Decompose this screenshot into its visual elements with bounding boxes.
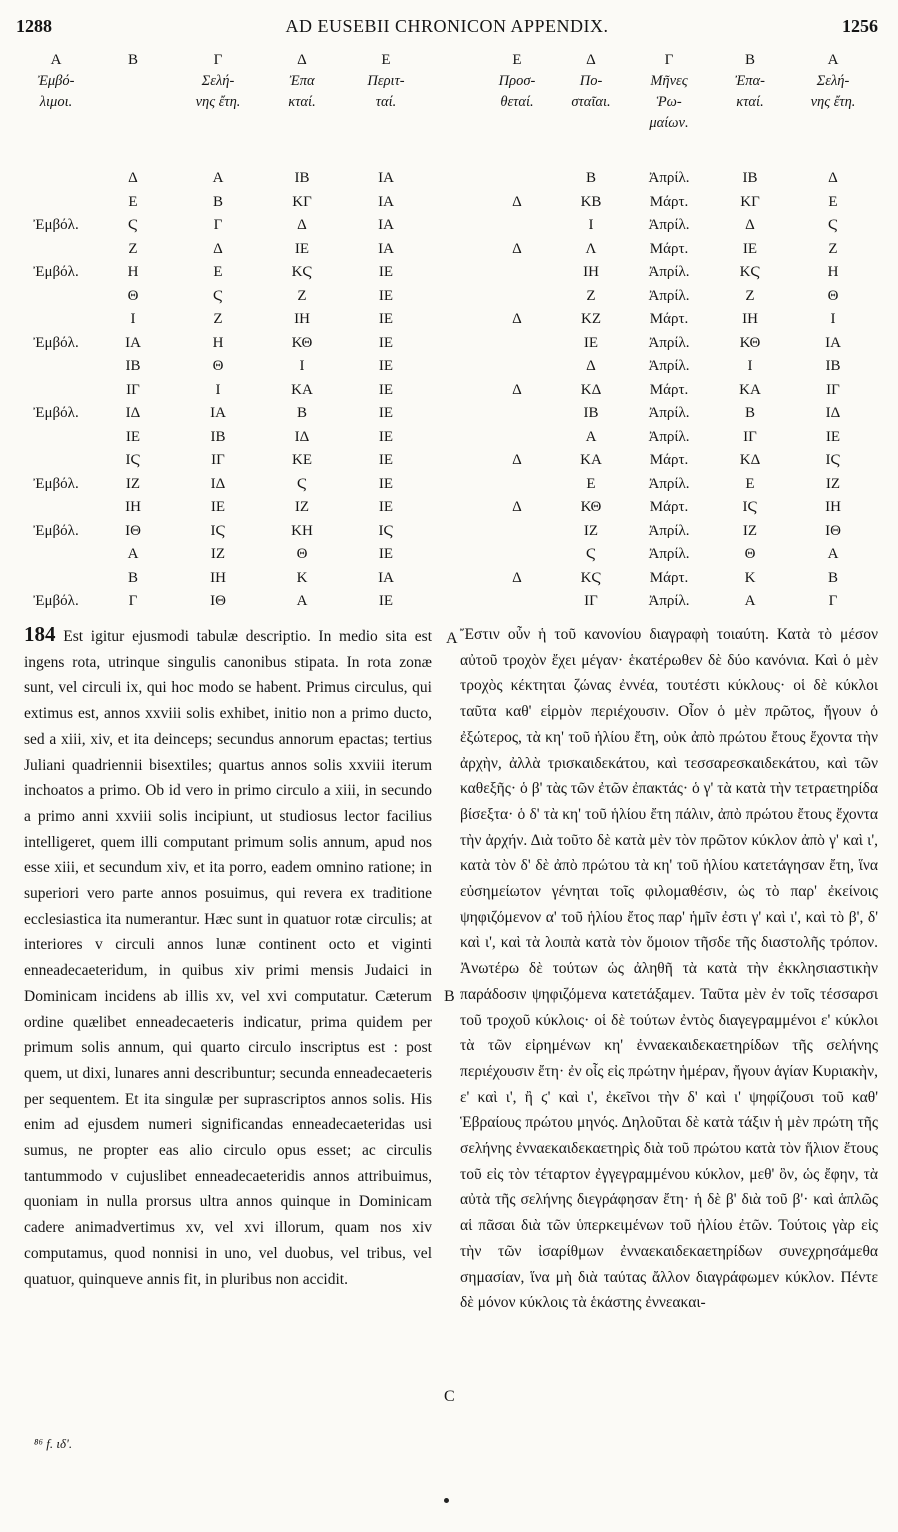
- column-header-cell: Μῆνες Ῥω- μαίων.: [649, 73, 689, 131]
- table-cell: ΙΕ: [210, 499, 226, 515]
- table-cell: [22, 426, 90, 450]
- table-cell: Κ: [296, 569, 308, 586]
- table-cell: ΙϚ: [125, 452, 141, 468]
- column-header-cell: Προσ- θεταί.: [498, 73, 536, 110]
- table-row: [22, 214, 428, 238]
- table-row: [480, 191, 876, 215]
- table-cell: Κ: [744, 569, 756, 586]
- page-header: [16, 16, 878, 42]
- table-cell: Ἀπρίλ.: [648, 522, 690, 539]
- table-cell: [480, 355, 554, 379]
- column-header-cell: Ἐμβό- λιμοι.: [37, 73, 75, 110]
- table-cell: ΙΑ: [378, 193, 394, 210]
- table-row: [22, 379, 428, 403]
- column-header-cell: [90, 71, 176, 167]
- table-row: [480, 449, 876, 473]
- table-cell: Ἀπρίλ.: [648, 405, 690, 421]
- table-cell: ΙΕ: [294, 240, 310, 257]
- table-cell: [22, 191, 90, 215]
- column-header-cell: Σελή- νης ἔτη.: [810, 73, 856, 110]
- table-cell: Ἀπρίλ.: [648, 287, 690, 304]
- table-cell: Ἀπρίλ.: [648, 334, 690, 351]
- table-cell: Β: [296, 405, 307, 421]
- table-cell: ΙΕ: [378, 593, 394, 609]
- footnote: ⁸⁶ f. ιδ'.: [34, 1436, 73, 1451]
- table-cell: ΙΑ: [378, 217, 394, 233]
- table-row: [480, 332, 876, 356]
- table-cell: ΙΖ: [210, 546, 226, 562]
- table-cell: [480, 261, 554, 285]
- table-cell: Ἐμβόλ.: [33, 217, 79, 233]
- page-dot: [444, 1498, 449, 1503]
- table-row: [22, 590, 428, 614]
- table-cell: [22, 543, 90, 567]
- table-cell: [22, 379, 90, 403]
- table-cell: Ι: [830, 311, 836, 327]
- table-cell: Μάρτ.: [649, 311, 689, 327]
- table-cell: [480, 332, 554, 356]
- column-letter-cell: Δ: [297, 52, 307, 68]
- column-letter-cell: Ε: [512, 52, 522, 68]
- table-cell: ΙΘ: [210, 593, 226, 609]
- table-row: [22, 567, 428, 591]
- table-cell: Α: [127, 546, 139, 562]
- table-cell: ΙΕ: [378, 381, 394, 398]
- table-row: [480, 379, 876, 403]
- table-cell: ΙΕ: [378, 452, 394, 468]
- table-cell: Η: [127, 264, 139, 280]
- table-cell: ΙΓ: [743, 428, 757, 445]
- table-row: [22, 426, 428, 450]
- table-cell: ΙΖ: [125, 475, 141, 492]
- table-cell: ΙΕ: [378, 311, 394, 327]
- column-letter-cell: Β: [744, 52, 755, 68]
- table-cell: Λ: [585, 240, 597, 257]
- table-cell: ΙϚ: [210, 522, 226, 539]
- left-table: [22, 50, 428, 614]
- table-cell: Ε: [828, 193, 838, 210]
- table-cell: ΚΘ: [291, 334, 313, 351]
- table-row: [22, 191, 428, 215]
- table-cell: [22, 496, 90, 520]
- table-cell: ΙϚ: [742, 499, 758, 515]
- latin-column: [24, 622, 432, 1292]
- table-row: [480, 496, 876, 520]
- table-cell: ΚΗ: [291, 522, 313, 539]
- table-cell: ΙΔ: [825, 405, 841, 421]
- table-cell: ΙΕ: [825, 428, 841, 445]
- table-cell: ΙϚ: [825, 452, 841, 468]
- column-letter-cell: Δ: [586, 52, 596, 68]
- table-cell: [480, 285, 554, 309]
- table-cell: ΙΗ: [125, 499, 141, 515]
- table-cell: ΙΗ: [742, 311, 758, 327]
- column-header-row: [480, 71, 876, 167]
- table-cell: ΙΑ: [378, 569, 394, 586]
- table-row: [480, 543, 876, 567]
- table-cell: Δ: [512, 569, 522, 586]
- table-cell: ΙΓ: [826, 381, 840, 398]
- column-letter-row: [480, 50, 876, 71]
- table-cell: Ε: [745, 475, 755, 492]
- table-cell: ΙΗ: [294, 311, 310, 327]
- table-cell: ΙΗ: [825, 499, 841, 515]
- table-cell: ΙΘ: [125, 522, 141, 539]
- table-cell: Ε: [586, 475, 596, 492]
- table-cell: ΚϚ: [580, 569, 602, 586]
- table-cell: Β: [127, 569, 138, 586]
- table-cell: Δ: [828, 170, 838, 186]
- table-cell: Γ: [128, 593, 138, 609]
- table-row: [480, 426, 876, 450]
- table-cell: [480, 214, 554, 238]
- table-cell: Ζ: [586, 287, 596, 304]
- table-cell: Δ: [297, 217, 307, 233]
- table-cell: Δ: [512, 311, 522, 327]
- table-cell: Θ: [127, 287, 139, 304]
- table-cell: Δ: [213, 240, 223, 257]
- table-cell: ΙΒ: [294, 170, 310, 186]
- table-cell: Ε: [213, 264, 223, 280]
- table-cell: Ι: [130, 311, 136, 327]
- table-row: [480, 214, 876, 238]
- table-row: [22, 261, 428, 285]
- table-cell: ΙΕ: [125, 428, 141, 445]
- table-cell: Β: [585, 170, 596, 186]
- margin-marker-c: C: [444, 1388, 455, 1405]
- table-cell: ΙΘ: [825, 522, 841, 539]
- column-header-cell: Περιτ- ταί.: [367, 73, 405, 110]
- margin-marker-b: B: [444, 988, 455, 1005]
- table-row: [480, 402, 876, 426]
- table-cell: Ι: [588, 217, 594, 233]
- table-cell: ΚΓ: [740, 193, 760, 210]
- table-cell: Ἀπρίλ.: [648, 475, 690, 492]
- table-cell: Ἀπρίλ.: [648, 593, 690, 609]
- page-number-right: 1256: [842, 16, 878, 36]
- table-row: [22, 402, 428, 426]
- margin-marker-a: A: [446, 630, 458, 647]
- section-number: 184: [24, 622, 56, 646]
- table-cell: ΙΖ: [742, 522, 758, 539]
- table-cell: Ε: [128, 193, 138, 210]
- table-cell: Δ: [512, 499, 522, 515]
- table-row: [480, 567, 876, 591]
- table-cell: ΚϚ: [291, 264, 313, 280]
- column-letter-cell: Α: [50, 52, 62, 68]
- table-row: [480, 261, 876, 285]
- table-cell: Ἐμβόλ.: [33, 593, 79, 609]
- table-row: [480, 590, 876, 614]
- table-cell: Ζ: [828, 240, 838, 257]
- table-cell: ΚϚ: [739, 264, 761, 280]
- table-cell: ΙΕ: [378, 546, 394, 562]
- table-cell: Ζ: [745, 287, 755, 304]
- table-cell: ΙΕ: [378, 264, 394, 280]
- table-cell: ΙΕ: [378, 499, 394, 515]
- table-row: [22, 355, 428, 379]
- table-cell: ΙΒ: [210, 428, 226, 445]
- column-letter-cell: Β: [127, 52, 138, 68]
- table-cell: Ϛ: [585, 546, 596, 562]
- table-cell: ΙΕ: [742, 240, 758, 257]
- table-cell: ΙΑ: [210, 405, 226, 421]
- table-cell: Ἐμβόλ.: [33, 522, 79, 539]
- table-cell: Α: [585, 428, 597, 445]
- table-cell: Δ: [512, 193, 522, 210]
- table-row: [480, 238, 876, 262]
- table-cell: Ζ: [128, 240, 138, 257]
- table-cell: [22, 285, 90, 309]
- column-header-cell: Σελή- νης ἔτη.: [195, 73, 241, 110]
- table-cell: Β: [744, 405, 755, 421]
- table-row: [22, 167, 428, 191]
- table-cell: Δ: [512, 452, 522, 468]
- table-row: [22, 238, 428, 262]
- table-cell: [480, 167, 554, 191]
- table-cell: ΙΓ: [126, 381, 140, 398]
- table-cell: Δ: [128, 170, 138, 186]
- table-cell: Ι: [747, 358, 753, 374]
- table-cell: [480, 590, 554, 614]
- table-cell: [22, 355, 90, 379]
- latin-text: Est igitur ejusmodi tabulæ descriptio. In medio sita est ingens rota, utrinque singulis canonibus stipata. In rota zonæ sunt, vel circuli ix, qui hoc modo se habent. Primus circulus, qui extimus est, annos xxviii solis exhibet, initio non a primo ducto, sed a xiii, xiv, et ita deinceps; secundus annorum epactas; tertius Juliani quadriennii bisextiles; quartus annos solis xxviii iterum inchoatos a primo. Ob id vero in primo circulo a xiii, in secundo a primo anni xxviii solis incipiunt, ut studiosus lector facilius intelligeret, quem illi computant primum solis annum, apud nos esse xiii, et secundum xiv, et ita porro, eadem omnino ratione; in superiori vero parte annos posuimus, qui revera ex traditione ecclesiastica ita numerantur. Hæc sunt in quatuor rotæ circulis; at interiores v circuli annos lunæ continent octo et viginti enneadecaeteridum, in quibus xiv primi mensis Judaici in Dominicam incidens ab illis xv, vel xvi computatur. Cæterum ordine quælibet enneadecaeteris indicatur, prima quidem per primum solis annum, qui quarto circulo inscriptus est : post quem, ut dixi, lunares anni describuntur; secunda enneadecaeteris per sequentem. Et ita singulæ per suprascriptos annos solis. His enim ad ejusdem numeri significandas enneadecaeteridas usi sumus, ne propter eas alio circulo opus esset; ac circulis tantummodo v cujuslibet enneadecaeteridis annos attribuimus, quoniam in nulla prorsus ultra annos quinque in Dominicam cadere animadvertimus xv, vel xvi illorum, quam nos xiv computamus, quod nonnisi in uno, vel duobus, vel tribus, vel quatuor, quinqueve annis fit, in pluribus non accidit.: [24, 628, 432, 1288]
- table-cell: Μάρτ.: [649, 193, 689, 210]
- table-cell: ΙΔ: [294, 428, 310, 445]
- table-cell: [22, 449, 90, 473]
- table-cell: ΙΑ: [378, 170, 394, 186]
- table-row: [22, 308, 428, 332]
- column-header-cell: Πο- σταῖαι.: [571, 73, 611, 110]
- column-letter-cell: Γ: [213, 52, 223, 68]
- table-cell: ΙΗ: [210, 569, 226, 586]
- table-cell: ΙΖ: [583, 522, 599, 539]
- table-cell: ΚΖ: [581, 311, 601, 327]
- table-row: [480, 285, 876, 309]
- table-cell: ΙΕ: [378, 428, 394, 445]
- table-row: [480, 355, 876, 379]
- table-cell: ΚΓ: [292, 193, 312, 210]
- table-cell: Ἀπρίλ.: [648, 264, 690, 280]
- table-cell: ΙΒ: [125, 358, 141, 374]
- table-cell: [22, 308, 90, 332]
- table-cell: [22, 167, 90, 191]
- table-cell: [480, 543, 554, 567]
- table-cell: Μάρτ.: [649, 569, 689, 586]
- table-cell: ΙΕ: [378, 405, 394, 421]
- table-cell: ΙΕ: [378, 358, 394, 374]
- table-cell: Δ: [512, 381, 522, 398]
- table-cell: ΚΑ: [580, 452, 602, 468]
- table-cell: Ἀπρίλ.: [648, 217, 690, 233]
- table-cell: ΙΕ: [378, 287, 394, 304]
- table-cell: Ἐμβόλ.: [33, 334, 79, 351]
- table-cell: Ι: [299, 358, 305, 374]
- table-cell: ΙΖ: [825, 475, 841, 492]
- table-cell: Μάρτ.: [649, 381, 689, 398]
- table-cell: Ἀπρίλ.: [648, 428, 690, 445]
- table-cell: ΙΗ: [583, 264, 599, 280]
- table-cell: ΙΒ: [583, 405, 599, 421]
- table-cell: [480, 402, 554, 426]
- table-cell: ΚΒ: [580, 193, 602, 210]
- table-row: [480, 520, 876, 544]
- greek-text: Ἔστιν οὖν ἡ τοῦ κανονίου διαγραφὴ τοιαύτη. Κατὰ τὸ μέσον αὐτοῦ τροχὸν ἔχει μέγαν· ἑκατέρωθεν δὲ δύο κανόνια. Καὶ ὁ μὲν τροχὸς κέκτηται ζώνας ἐννέα, τουτέστι κύκλους· οἱ δὲ κύκλοι ταῦτα καθ' εἱρμὸν περιέχουσιν. Οἷον ὁ μὲν πρῶτος, ἤγουν ὁ ἐξώτερος, τὰ κη' τοῦ ἡλίου ἔτη, οὐκ ἀπὸ πρώτου ἔτους ἔχοντα τὴν ἀρχὴν, ἀλλὰ τρισκαιδεκάτου, καὶ τεσσαρεσκαιδεκάτου, καὶ τῶν καθεξῆς· ὁ β' τὰς τῶν ἐτῶν ἐπακτάς· ὁ γ' τὰ κατὰ τὴν τετραετηρίδα βίσεξτα· ὁ δ' τὰ κη' τοῦ ἡλίου ἔτη πάλιν, ἀπὸ πρώτου ἔτους ἔχοντα τὴν ἀρχήν. Διὰ τοῦτο δὲ κατὰ μὲν τὸν πρῶτον κύκλον ἀπὸ γ' καὶ ι', κατὰ τὸν δ' δὲ ἀπὸ πρώτου τὰ κη' τοῦ ἡλίου κατετάγησαν ἔτη, ἵνα εὐσημείωτον γένηται τοῖς φιλομαθέσιν, ὡς τὸ παρ' ἐκείνοις ψηφιζόμενον α' τοῦ ἡλίου ἔτος παρ' ἡμῖν ἐστι γ' καὶ ι', καὶ τὸ β', δ' καὶ ι', καὶ τὰ λοιπὰ κατὰ τὸν ὅμοιον τῆσδε τῆς διαστολῆς τρόπον. Ἀνωτέρω δὲ τούτων ὡς ἀληθῆ τὰ κατὰ τὴν ἐκκλησιαστικὴν παράδοσιν ψηφιζόμενα κατετάξαμεν. Ταῦτα μὲν ἐν τοῖς τέσσαρσι τοῦ τροχοῦ κύκλοις· οἱ δὲ τούτων ἐντὸς διαγεγραμμένοι ε' κύκλοι τὰ τῶν εἰρημένων κη' ἐνναεκαιδεκαετηρίδων τῆς σελήνης περιέχουσιν ἔτη· ἐν οἷς εἰς πρώτην ἡμέραν, ἤγουν ἁγίαν Κυριακὴν, ε' καὶ ι', ἢ ϛ' καὶ ι', ἐκεῖνοι τὴν δ' καὶ ι' ψηφίζουσι τοῦ καθ' Ἑβραίους πρώτου μηνός. Δηλοῦται δὲ κατὰ τάξιν ἡ μὲν πρώτη τῆς σελήνης ἐνναεκαιδεκαετηρὶς διὰ τοῦ πρώτου κατὰ τὸν ἥλιον ἔτους τοῦ εἰς τὸν τέταρτον ἐγγεγραμμένου κύκλον, μεθ' ὃν, ὡς ἔφην, τὰ αὐτὰ τῆς σελήνης διεγράφησαν ἔτη· ἡ δὲ β' διὰ τοῦ β'· καὶ ἁπλῶς αἱ πᾶσαι διὰ τῶν ὑπερκειμένων τοῦ ἡλίου ἐτῶν. Τούτοις γὰρ εἰς τὴν τῶν ἰσαρίθμων ἐνναεκαιδεκαετηρίδων συνεχρησάμεθα σημασίαν, ἵνα μὴ διὰ ταύτας ἄλλον διαγράφωμεν κύκλον. Πέντε δὲ μόνον κύκλοις τὰ ἑκάστης ἐννεακαι-: [460, 626, 878, 1312]
- table-cell: Γ: [213, 217, 223, 233]
- table-cell: Θ: [744, 546, 756, 562]
- table-row: [22, 520, 428, 544]
- table-cell: ΙΕ: [378, 334, 394, 351]
- running-title: AD EUSEBII CHRONICON APPENDIX.: [285, 16, 609, 36]
- table-cell: Ϛ: [127, 217, 138, 233]
- table-cell: Γ: [828, 593, 838, 609]
- table-cell: ΙΕ: [378, 475, 394, 492]
- table-cell: ΙΓ: [584, 593, 598, 609]
- table-cell: Ἀπρίλ.: [648, 546, 690, 562]
- table-cell: Μάρτ.: [649, 452, 689, 468]
- table-cell: Ἐμβόλ.: [33, 264, 79, 280]
- table-cell: ΚΔ: [739, 452, 761, 468]
- table-cell: ΚΑ: [739, 381, 761, 398]
- table-row: [22, 473, 428, 497]
- table-cell: Δ: [586, 358, 596, 374]
- table-cell: Β: [212, 193, 223, 210]
- column-letter-cell: Γ: [664, 52, 674, 68]
- table-cell: Α: [744, 593, 756, 609]
- table-cell: Θ: [296, 546, 308, 562]
- table-cell: Ϛ: [296, 475, 307, 492]
- table-cell: Ι: [215, 381, 221, 398]
- table-cell: Θ: [212, 358, 224, 374]
- column-letter-cell: Ε: [381, 52, 391, 68]
- table-cell: ΙΑ: [125, 334, 141, 351]
- table-cell: Μάρτ.: [649, 240, 689, 257]
- table-cell: ΙΔ: [125, 405, 141, 421]
- table-cell: [480, 473, 554, 497]
- table-row: [22, 449, 428, 473]
- right-table: [480, 50, 876, 614]
- table-cell: Θ: [827, 287, 839, 304]
- table-row: [22, 496, 428, 520]
- table-cell: ΙϚ: [378, 522, 394, 539]
- table-cell: Η: [212, 334, 224, 351]
- table-cell: ΙΑ: [825, 334, 841, 351]
- table-cell: ΚΕ: [292, 452, 312, 468]
- column-letter-cell: Α: [827, 52, 839, 68]
- column-header-cell: Ἐπα- κταί.: [735, 73, 765, 110]
- table-cell: Β: [827, 569, 838, 586]
- table-row: [22, 332, 428, 356]
- table-cell: [22, 567, 90, 591]
- table-cell: Α: [296, 593, 308, 609]
- table-cell: Ἐμβόλ.: [33, 405, 79, 421]
- table-cell: Ϛ: [827, 217, 838, 233]
- table-cell: ΙΔ: [210, 475, 226, 492]
- table-cell: ΚΘ: [580, 499, 602, 515]
- table-cell: ΙΒ: [742, 170, 758, 186]
- table-cell: Ζ: [297, 287, 307, 304]
- table-cell: Ἀπρίλ.: [648, 170, 690, 186]
- page-number-left: 1288: [16, 16, 52, 36]
- table-cell: [480, 520, 554, 544]
- table-row: [22, 543, 428, 567]
- table-cell: [22, 238, 90, 262]
- table-cell: ΙΕ: [583, 334, 599, 351]
- table-cell: Α: [827, 546, 839, 562]
- table-row: [480, 308, 876, 332]
- table-cell: Ἀπρίλ.: [648, 358, 690, 374]
- table-cell: Δ: [512, 240, 522, 257]
- table-cell: Ἐμβόλ.: [33, 475, 79, 492]
- table-cell: [480, 426, 554, 450]
- table-cell: ΚΑ: [291, 381, 313, 398]
- table-cell: ΙΓ: [211, 452, 225, 468]
- table-cell: Ϛ: [212, 287, 223, 304]
- table-cell: Δ: [745, 217, 755, 233]
- table-cell: ΙΒ: [825, 358, 841, 374]
- table-cell: ΚΔ: [580, 381, 602, 398]
- column-header-row: [22, 71, 428, 167]
- table-cell: ΙΖ: [294, 499, 310, 515]
- table-cell: Ζ: [213, 311, 223, 327]
- table-row: [22, 285, 428, 309]
- table-cell: ΚΘ: [739, 334, 761, 351]
- table-cell: Α: [212, 170, 224, 186]
- table-row: [480, 473, 876, 497]
- greek-column: [460, 622, 878, 1316]
- column-header-cell: Ἐπα κταί.: [288, 73, 316, 110]
- table-cell: Μάρτ.: [649, 499, 689, 515]
- table-cell: ΙΑ: [378, 240, 394, 257]
- table-row: [480, 167, 876, 191]
- table-cell: Η: [827, 264, 839, 280]
- column-letter-row: [22, 50, 428, 71]
